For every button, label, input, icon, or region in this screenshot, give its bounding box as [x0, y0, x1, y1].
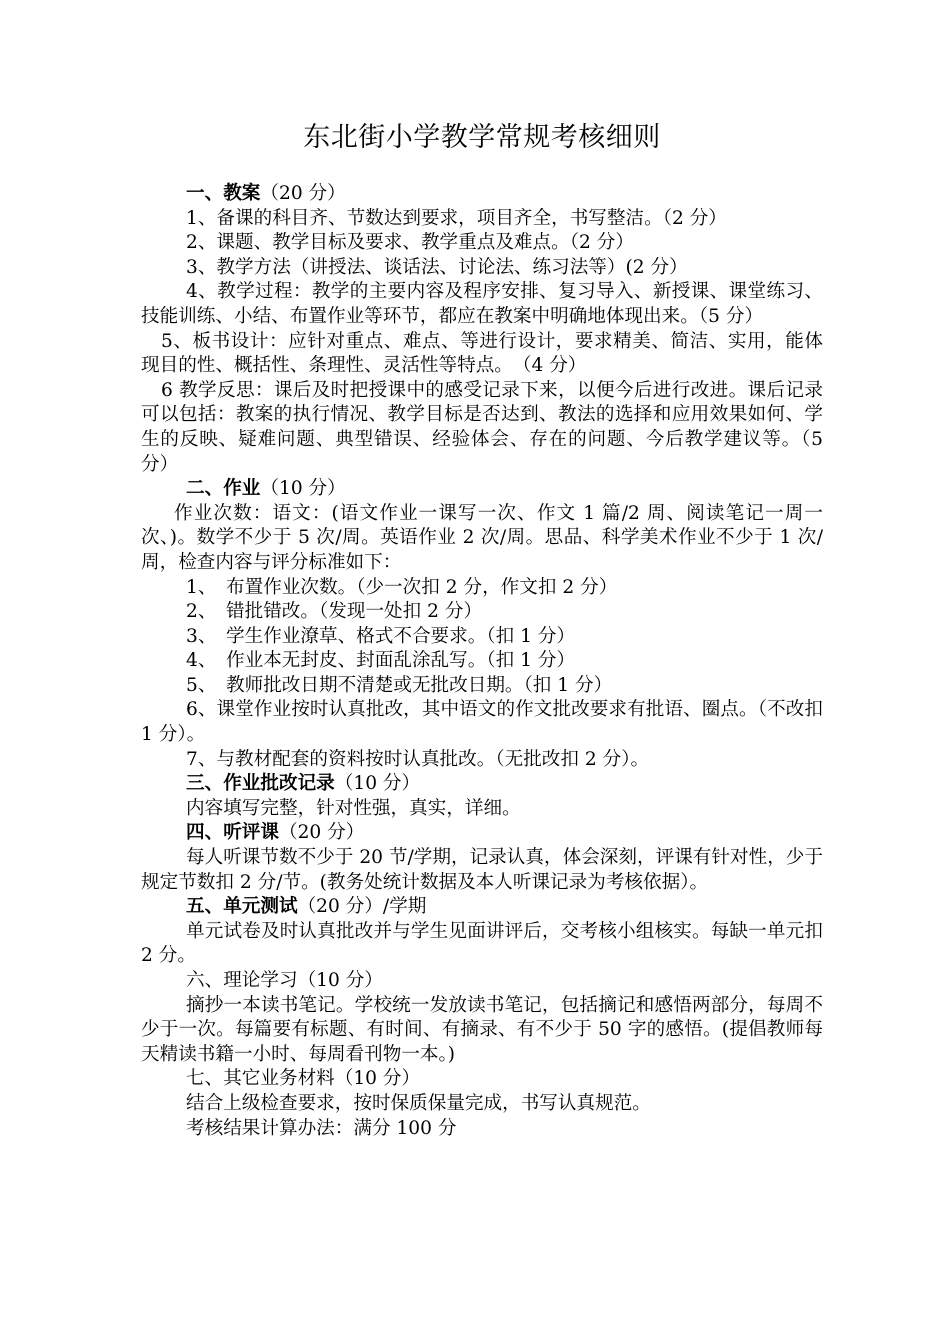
homework-intro-paragraph: 作业次数：语文：(语文作业一课写一次、作文 1 篇/2 周、阅读笔记一周一次、)。数学不少于 5 次/周。英语作业 2 次/周。思品、科学美术作业不少于 1 次/周，检查内容与评分标准如下： [141, 502, 823, 573]
section-heading-unit-test [141, 895, 823, 920]
section-heading-lesson-plan [141, 182, 823, 207]
list-item: 7、与教材配套的资料按时认真批改。（无批改扣 2 分）。 [186, 748, 650, 770]
list-number: 3、 [186, 625, 217, 647]
list-number: 1、 [186, 576, 217, 598]
list-number: 2、 [186, 601, 217, 623]
document-page [141, 118, 823, 1141]
list-item [141, 674, 823, 699]
section-heading-score: （20 分） [260, 183, 346, 204]
list-item: 1、备课的科目齐、节数达到要求，项目齐全，书写整洁。（2 分） [186, 207, 727, 229]
section-heading-score: （10 分） [260, 478, 346, 500]
section-heading-bold: 四、听评课 [186, 822, 279, 844]
section-heading-bold: 五、单元测试 [186, 896, 298, 918]
list-item [141, 576, 823, 601]
section-heading-bold: 一、教案 [186, 183, 261, 204]
section-heading-lesson-observation [141, 821, 823, 846]
result-calculation: 考核结果计算办法：满分 100 分 [186, 1117, 457, 1139]
section-body: 每人听课节数不少于 20 节/学期，记录认真，体会深刻，评课有针对性，少于规定节数扣 2 分/节。(教务处统计数据及本人听课记录为考核依据）。 [141, 847, 823, 893]
list-text: 教师批改日期不清楚或无批改日期。（扣 1 分） [226, 674, 613, 696]
section-heading-correction-record [141, 772, 823, 797]
list-item: 2、课题、教学目标及要求、教学重点及难点。（2 分） [186, 232, 634, 254]
list-item: 6 教学反思：课后及时把授课中的感受记录下来，以便今后进行改进。课后记录可以包括：教案的执行情况、教学目标是否达到、教法的选择和应用效果如何、学生的反映、疑难问题、典型错误、经验体会、存在的问题、今后教学建议等。（5 分） [141, 379, 823, 475]
document-title: 东北街小学教学常规考核细则 [303, 122, 661, 153]
list-number: 4、 [186, 650, 217, 672]
list-item: 6、课堂作业按时认真批改，其中语文的作文批改要求有批语、圈点。（不改扣 1 分）。 [141, 699, 823, 746]
section-body: 内容填写完整，针对性强，真实，详细。 [186, 797, 521, 819]
list-item [141, 649, 823, 674]
list-number: 5、 [186, 674, 217, 696]
list-item [141, 600, 823, 625]
section-body: 摘抄一本读书笔记。学校统一发放读书笔记，包括摘记和感悟两部分，每周不少于一次。每篇要有标题、有时间、有摘录、有不少于 50 字的感悟。(提倡教师每天精读书籍一小时、每周看刊物一本。) [141, 994, 823, 1065]
list-text: 学生作业潦草、格式不合要求。（扣 1 分） [226, 625, 576, 647]
section-body: 结合上级检查要求，按时保质保量完成，书写认真规范。 [186, 1092, 651, 1114]
list-text: 作业本无封皮、封面乱涂乱写。（扣 1 分） [226, 650, 576, 672]
list-item: 4、教学过程：教学的主要内容及程序安排、复习导入、新授课、课堂练习、技能训练、小结、布置作业等环节，都应在教案中明确地体现出来。（5 分） [141, 281, 823, 327]
section-body: 单元试卷及时认真批改并与学生见面讲评后，交考核小组核实。每缺一单元扣 2 分。 [141, 920, 823, 967]
section-heading-homework [141, 477, 823, 502]
list-item: 3、教学方法（讲授法、谈话法、讨论法、练习法等）(2 分） [186, 256, 688, 278]
list-item [141, 625, 823, 650]
list-text: 错批错改。（发现一处扣 2 分） [226, 601, 483, 623]
section-heading-theory-study: 六、理论学习（10 分） [186, 970, 383, 991]
section-heading-other-materials: 七、其它业务材料（10 分） [186, 1068, 421, 1090]
section-heading-score: （20 分）/学期 [297, 896, 427, 918]
list-text: 布置作业次数。（少一次扣 2 分，作文扣 2 分） [226, 576, 618, 598]
section-heading-score: （20 分） [278, 822, 365, 844]
list-item: 5、板书设计：应针对重点、难点、等进行设计，要求精美、简洁、实用，能体现目的性、概括性、条理性、灵活性等特点。 （4 分） [141, 330, 823, 377]
section-heading-bold: 二、作业 [186, 478, 261, 500]
section-heading-score: （10 分） [334, 773, 421, 795]
section-heading-bold: 三、作业批改记录 [186, 773, 335, 795]
